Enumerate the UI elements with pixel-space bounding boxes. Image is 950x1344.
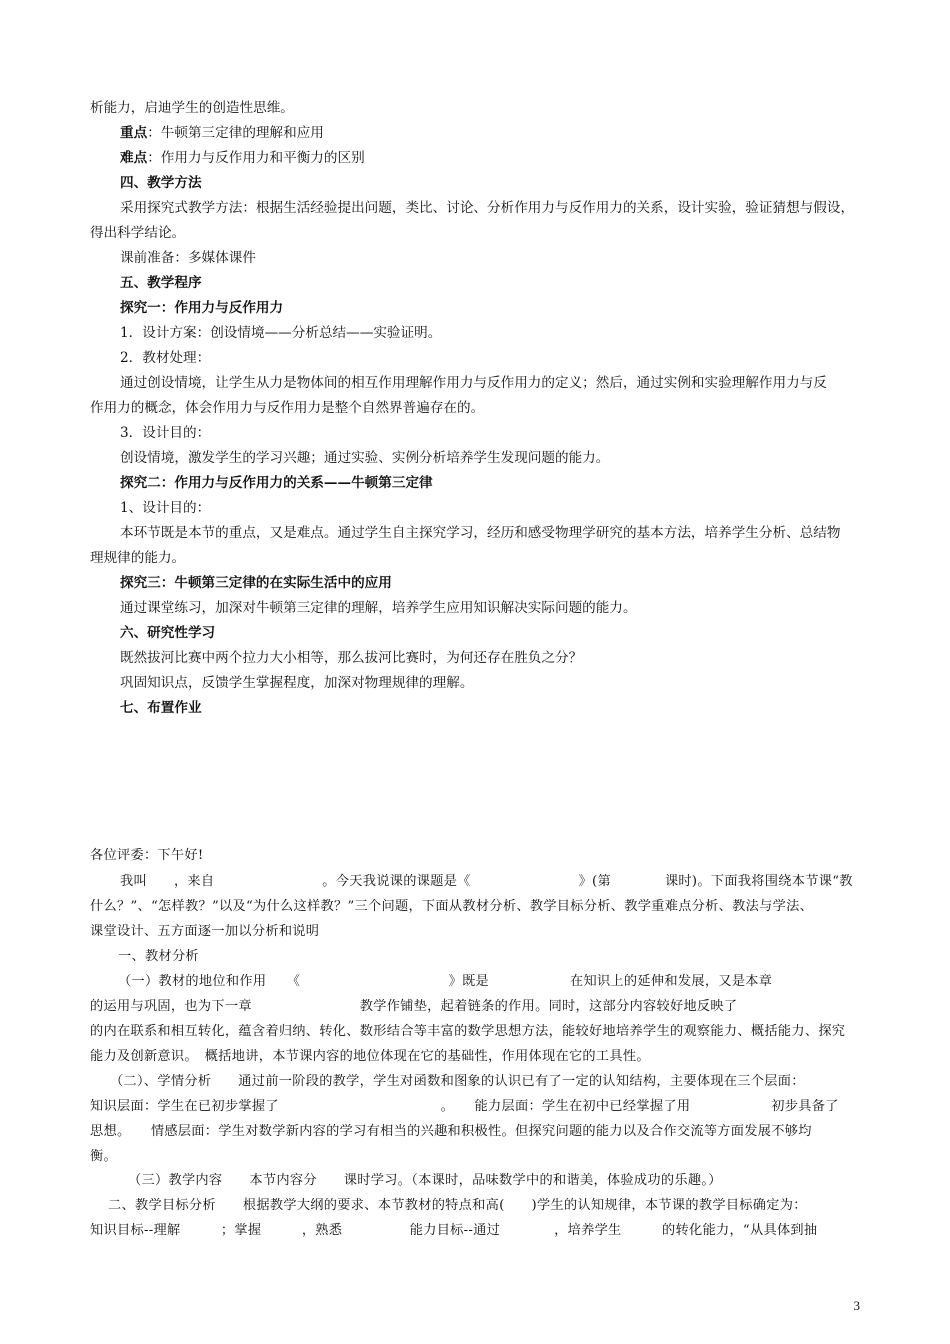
section-heading: 六、研究性学习 (120, 625, 216, 641)
section-heading: 二、教学目标分析 根据教学大纲的要求、本节教材的特点和高( )学生的认知规律，本节课的教学目标确定为： (108, 1198, 807, 1213)
paragraph-line: 得出科学结论。 (90, 225, 186, 241)
page-number: 3 (853, 1298, 860, 1313)
paragraph-line: 能力及创新意识。 概括地讲，本节课内容的地位体现在它的基础性，作用体现在它的工具性。 (90, 1049, 650, 1064)
paragraph-line: 创设情境，激发学生的学习兴趣；通过实验、实例分析培养学生发现问题的能力。 (120, 450, 610, 466)
paragraph-line: （三）教学内容 本节内容分 课时学习。（本课时，品味数学中的和谐美，体验成功的乐趣。） (128, 1173, 722, 1188)
paragraph-line: 的内在联系和相互转化，蕴含着归纳、转化、数形结合等丰富的数学思想方法，能较好地培养学生的观察能力、概括能力、探究 (90, 1024, 846, 1039)
paragraph-line: 巩固知识点，反馈学生掌握程度，加深对物理规律的理解。 (120, 675, 474, 691)
difficult-point-line (120, 148, 892, 168)
section-heading: 七、布置作业 (120, 700, 202, 716)
difficult-point-label: 难点 (120, 150, 148, 166)
paragraph-line: （一）教材的地位和作用 《 》既是 在知识上的延伸和发展，又是本章 (118, 974, 773, 989)
section-heading: 五、教学程序 (120, 275, 202, 291)
paragraph-line: 既然拔河比赛中两个拉力大小相等，那么拔河比赛时，为何还存在胜负之分？ (120, 650, 583, 666)
greeting: 各位评委：下午好! (90, 848, 204, 863)
paragraph-line: 通过课堂练习，加深对牛顿第三定律的理解，培养学生应用知识解决实际问题的能力。 (120, 600, 637, 616)
section-heading: 四、教学方法 (120, 175, 202, 191)
paragraph-line: 我叫 ，来自 。今天我说课的课题是《 》(第 课时)。下面我将围绕本节课“教 (120, 874, 853, 889)
paragraph-line: 衡。 (90, 1149, 117, 1164)
paragraph-line: 通过创设情境，让学生从力是物体间的相互作用理解作用力与反作用力的定义；然后，通过实例和实验理解作用力与反 (120, 375, 827, 391)
paragraph-line: 课堂设计、五方面逐一加以分析和说明 (90, 924, 320, 939)
paragraph-line: 知识层面：学生在已初步掌握了 。 能力层面：学生在初中已经掌握了用 初步具备了 (90, 1099, 839, 1114)
paragraph-line: 1．设计方案：创设情境——分析总结——实验证明。 (120, 325, 442, 341)
key-point-label: 重点 (120, 125, 148, 141)
subsection-heading: 探究一：作用力与反作用力 (120, 300, 284, 316)
paragraph-line: 的运用与巩固，也为下一章 教学作铺垫，起着链条的作用。同时，这部分内容较好地反映了 (90, 999, 738, 1014)
paragraph-line: （二）、学情分析 通过前一阶段的教学，学生对函数和图象的认识已有了一定的认知结构，主要体现在三个层面： (110, 1074, 805, 1089)
paragraph-line: 知识目标--理解 ；掌握 ，熟悉 能力目标--通过 ，培养学生 的转化能力，“从具体到抽 (90, 1223, 818, 1238)
paragraph-line: 2．教材处理： (120, 350, 211, 366)
text-line: 析能力，启迪学生的创造性思维。 (90, 100, 294, 116)
subsection-heading: 探究二：作用力与反作用力的关系——牛顿第三定律 (120, 475, 433, 491)
paragraph-line: 什么？”、“怎样教？”以及“为什么这样教？”三个问题，下面从教材分析、教学目标分析、教学重难点分析、教法与学法、 (90, 899, 814, 914)
section-heading: 一、教材分析 (118, 949, 199, 964)
key-point-text: ：牛顿第三定律的理解和应用 (147, 125, 324, 141)
key-point-line (120, 123, 892, 143)
paragraph-line: 本环节既是本节的重点，又是难点。通过学生自主探究学习，经历和感受物理学研究的基本方法，培养学生分析、总结物 (120, 525, 841, 541)
paragraph-line: 理规律的能力。 (90, 550, 186, 566)
subsection-heading: 探究三：牛顿第三定律的在实际生活中的应用 (120, 575, 392, 591)
paragraph-line: 3．设计目的： (120, 425, 211, 441)
paragraph-line: 采用探究式教学方法：根据生活经验提出问题，类比、讨论、分析作用力与反作用力的关系，设计实验，验证猜想与假设， (120, 200, 855, 216)
paragraph-line: 作用力的概念，体会作用力与反作用力是整个自然界普遍存在的。 (90, 400, 485, 416)
paragraph-line: 思想。 情感层面：学生对数学新内容的学习有相当的兴趣和积极性。但探究问题的能力以及合作交流等方面发展不够均 (90, 1124, 812, 1139)
paragraph-line: 课前准备：多媒体课件 (120, 250, 256, 266)
difficult-point-text: ：作用力与反作用力和平衡力的区别 (147, 150, 365, 166)
paragraph-line: 1、设计目的： (120, 500, 211, 516)
